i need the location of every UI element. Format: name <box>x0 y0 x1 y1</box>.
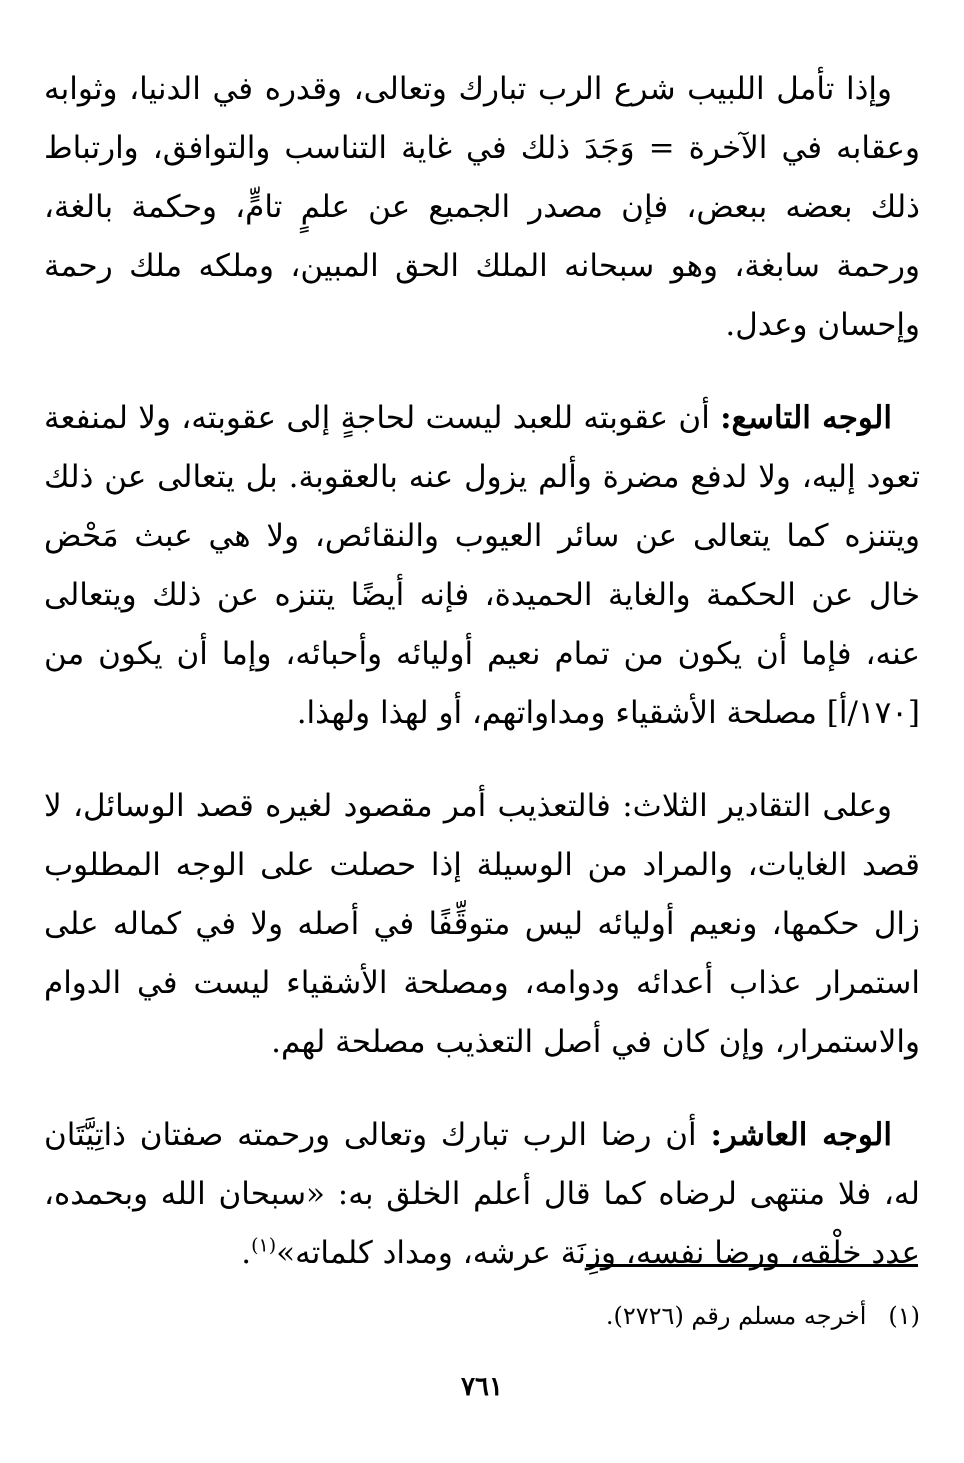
section-heading-tenth: الوجه العاشر: <box>710 1117 892 1153</box>
footnote-divider <box>586 1264 918 1267</box>
paragraph-2 <box>44 389 920 743</box>
footnote-1 <box>44 1296 920 1336</box>
page-number: ٧٦١ <box>461 1372 503 1402</box>
paragraph-1-text: وإذا تأمل اللبيب شرع الرب تبارك وتعالى، وقدره في الدنيا، وثوابه وعقابه في الآخرة = وَجَدَ ذلك في غاية التناسب والتوافق، وارتباط ذلك بعضه ببعض، فإن مصدر الجميع عن علمٍ تامٍّ، وحكمة بالغة، ورحمة سابغة، وهو سبحانه الملك الحق المبين، وملكه ملك رحمة وإحسان وعدل. <box>44 71 920 343</box>
paragraph-3-text: وعلى التقادير الثلاث: فالتعذيب أمر مقصود لغيره قصد الوسائل، لا قصد الغايات، والمراد من الوسيلة إذا حصلت على الوجه المطلوب زال حكمها، ونعيم أوليائه ليس متوقِّفًا في أصله ولا في كماله على استمرار عذاب أعدائه ودوامه، ومصلحة الأشقياء ليست في الدوام والاستمرار، وإن كان في أصل التعذيب مصلحة لهم. <box>44 788 920 1060</box>
paragraph-3 <box>44 777 920 1072</box>
footnote-number: (١) <box>888 1302 920 1330</box>
paragraph-4-end: . <box>241 1235 252 1271</box>
footnote-reference[interactable]: (١) <box>251 1234 277 1257</box>
section-heading-ninth: الوجه التاسع: <box>720 400 892 436</box>
paragraph-2-text: أن عقوبته للعبد ليست لحاجةٍ إلى عقوبته، ولا لمنفعة تعود إليه، ولا لدفع مضرة وألم يزول عنه بالعقوبة. بل يتعالى عن ذلك ويتنزه كما يتعالى عن سائر العيوب والنقائص، ولا هي عبث مَحْض خال عن الحكمة والغاية الحميدة، فإنه أيضًا يتنزه عن ذلك ويتعالى عنه، فإما أن يكون من تمام نعيم أوليائه وأحبائه، وإما أن يكون من [١٧٠/أ] مصلحة الأشقياء ومداواتهم، أو لهذا ولهذا. <box>44 400 920 731</box>
page-body <box>44 60 920 1317</box>
paragraph-4 <box>44 1106 920 1283</box>
paragraph-4-text: أن رضا الرب تبارك وتعالى ورحمته صفتان ذاتِيَّتَان له، فلا منتهى لرضاه كما قال أعلم الخلق به: «سبحان الله وبحمده، عدد خلْقه، ورضا نفسه، وزِنَة عرشه، ومداد كلماته» <box>44 1117 920 1271</box>
footnote-text: أخرجه مسلم رقم (٢٧٢٦). <box>605 1302 867 1330</box>
paragraph-1 <box>44 60 920 355</box>
